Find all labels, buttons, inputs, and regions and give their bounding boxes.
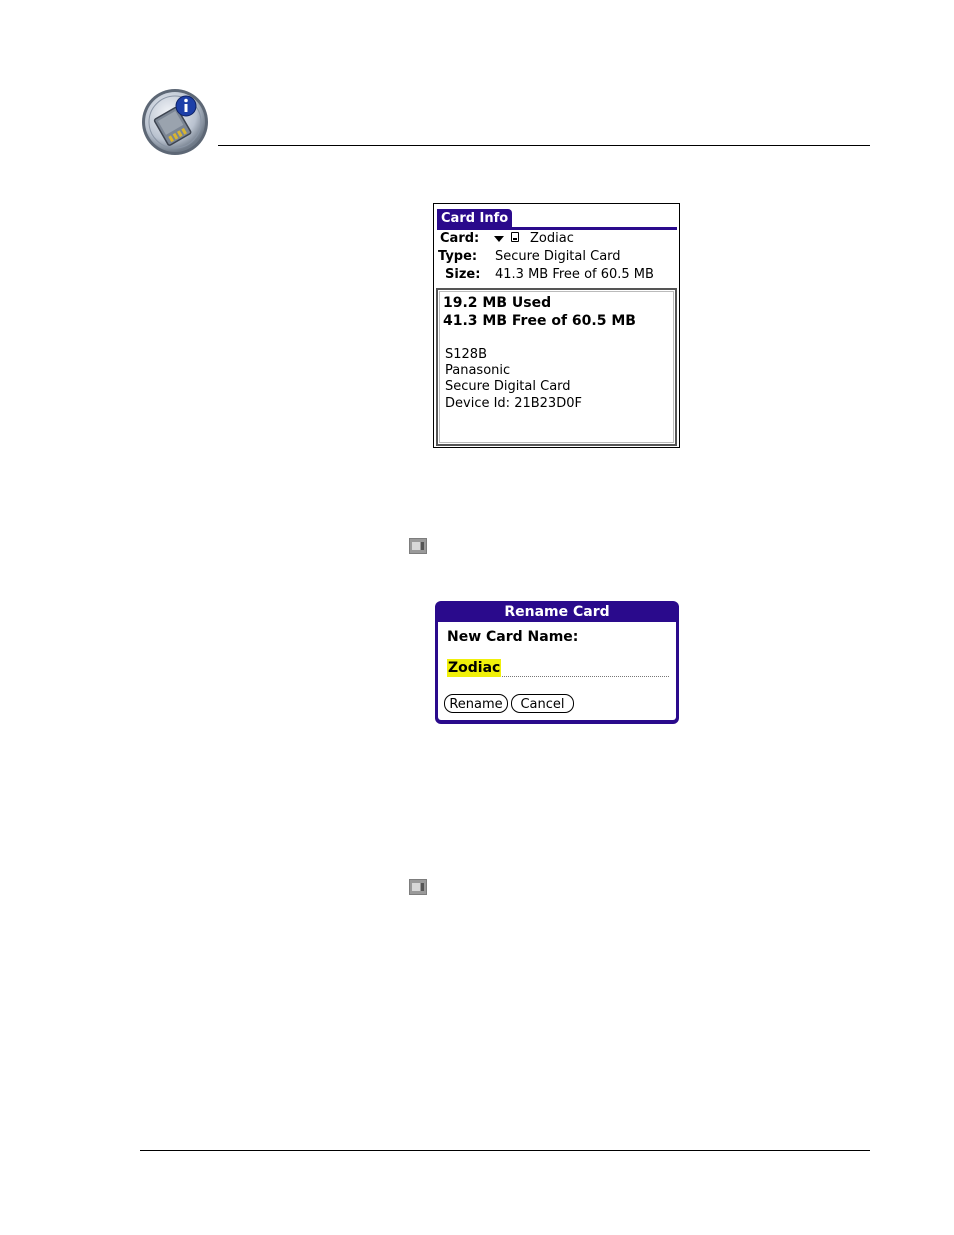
detail-line: Secure Digital Card	[445, 379, 571, 394]
card-info-icon	[140, 87, 210, 157]
type-value: Secure Digital Card	[495, 249, 621, 264]
rename-card-dialog	[435, 601, 679, 724]
type-label: Type:	[438, 249, 478, 264]
card-info-title: Card Info	[437, 209, 512, 228]
footer-rule	[140, 1150, 870, 1151]
note-icon	[409, 538, 427, 554]
card-name-input[interactable]	[447, 660, 669, 677]
size-value: 41.3 MB Free of 60.5 MB	[495, 267, 654, 282]
detail-line: Device Id: 21B23D0F	[445, 396, 582, 411]
card-value[interactable]: Zodiac	[530, 231, 574, 246]
cancel-button[interactable]: Cancel	[511, 694, 574, 713]
detail-line: Panasonic	[445, 363, 511, 378]
card-info-titlebar	[437, 209, 677, 229]
dialog-title: Rename Card	[504, 604, 610, 620]
detail-line: S128B	[445, 347, 487, 362]
new-card-name-label: New Card Name:	[447, 629, 579, 645]
card-name-value[interactable]: Zodiac	[448, 660, 501, 676]
header-rule	[218, 145, 870, 146]
card-info-screen	[433, 203, 680, 448]
free-line: 41.3 MB Free of 60.5 MB	[443, 313, 636, 329]
size-label: Size:	[445, 267, 481, 282]
card-dropdown-arrow-icon[interactable]	[494, 236, 504, 242]
rename-button[interactable]: Rename	[444, 694, 508, 713]
card-details-panel	[436, 288, 677, 446]
note-icon	[409, 879, 427, 895]
title-underline	[437, 227, 677, 230]
card-label: Card:	[440, 231, 480, 246]
card-icon	[511, 232, 519, 242]
used-line: 19.2 MB Used	[443, 295, 552, 311]
dialog-body	[438, 622, 676, 720]
